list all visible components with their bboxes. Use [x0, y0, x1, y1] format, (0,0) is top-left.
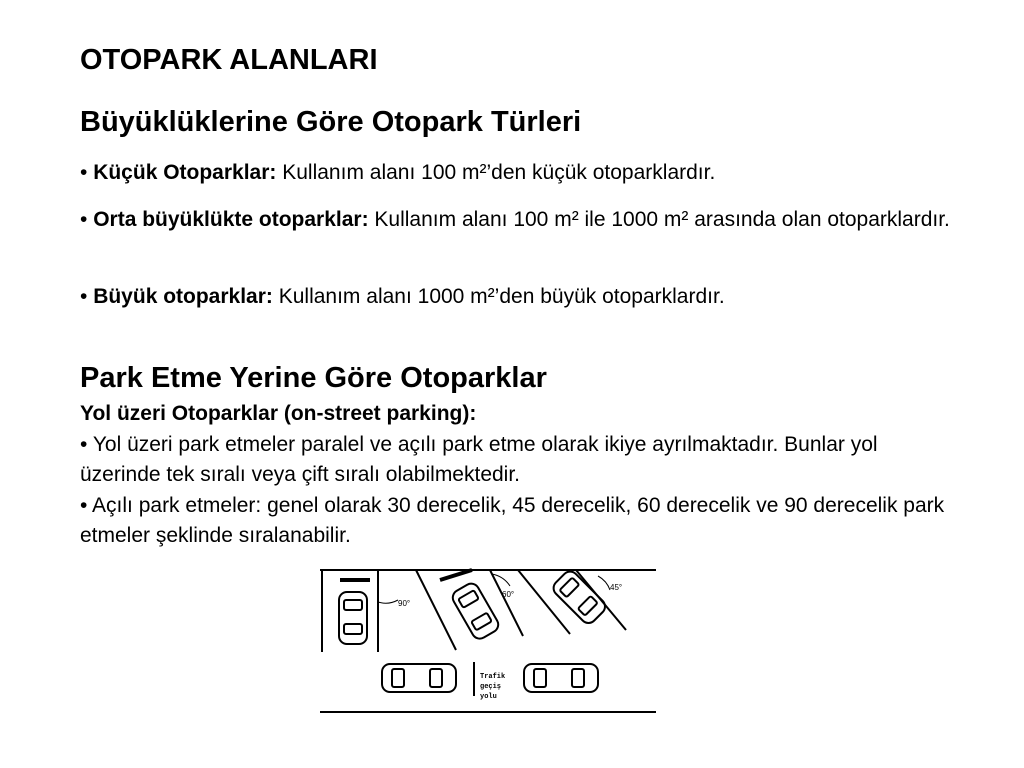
bullet-text: Kullanım alanı 1000 m²’den büyük otoparklardır. [272, 285, 725, 308]
car-rear-window [578, 596, 598, 616]
car-windshield [559, 577, 579, 597]
subheading-on-street: Yol üzeri Otoparklar (on-street parking): [80, 402, 477, 425]
bullet-term: Küçük Otoparklar: [93, 161, 277, 184]
stall-line [490, 570, 523, 636]
angle-label-90: 90° [398, 599, 411, 608]
bullet-marker: • [80, 285, 94, 308]
car-rear-window [430, 669, 442, 687]
car-windshield [458, 590, 479, 608]
bullet-medium-parking [80, 205, 960, 235]
car-rear-window [344, 624, 362, 634]
bullet-marker: • [80, 433, 93, 456]
slide-title: OTOPARK ALANLARI [80, 44, 378, 76]
car-windshield [344, 600, 362, 610]
bullet-text: Açılı park etmeler: genel olarak 30 derecelik, 45 derecelik, 60 derecelik ve 90 derecelik park etmeler şeklinde sıralanabilir. [80, 494, 945, 547]
section-heading-size: Büyüklüklerine Göre Otopark Türleri [80, 106, 582, 138]
car-60-degree [450, 581, 501, 642]
bullet-large-parking [80, 282, 960, 312]
bullet-text: Kullanım alanı 100 m² ile 1000 m² arasında olan otoparklardır. [368, 208, 950, 231]
stall-bumper [440, 570, 472, 580]
bullet-term: Orta büyüklükte otoparklar: [93, 208, 369, 231]
lane-label-line: geçiş [480, 683, 502, 691]
section-heading-location: Park Etme Yerine Göre Otoparklar [80, 362, 547, 394]
bullet-small-parking [80, 158, 960, 188]
bullet-marker: • [80, 494, 93, 517]
angle-arc [378, 600, 398, 603]
bullet-text: Yol üzeri park etmeler paralel ve açılı park etme olarak ikiye ayrılmaktadır. Bunlar yol üzerinde tek sıralı veya çift sıralı olabilmektedir. [80, 433, 878, 486]
lane-label-line: Trafik [480, 673, 506, 681]
car-windshield [392, 669, 404, 687]
angle-label-45: 45° [610, 583, 623, 592]
bullet-marker: • [80, 208, 94, 231]
angle-label-60: 60° [502, 590, 515, 599]
bullet-text: Kullanım alanı 100 m²’den küçük otoparklardır. [276, 161, 716, 184]
car-windshield [534, 669, 546, 687]
car-rear-window [572, 669, 584, 687]
car-rear-window [471, 613, 492, 631]
bullet-marker: • [80, 161, 94, 184]
lane-label-line: yolu [480, 693, 497, 701]
bullet-term: Büyük otoparklar: [93, 285, 273, 308]
stall-line [416, 570, 456, 650]
bullet-angled-parking [80, 491, 960, 551]
parking-angles-figure [318, 566, 656, 716]
stall-line [518, 570, 570, 634]
angle-arc [598, 576, 610, 590]
bullet-on-street-types [80, 430, 960, 490]
